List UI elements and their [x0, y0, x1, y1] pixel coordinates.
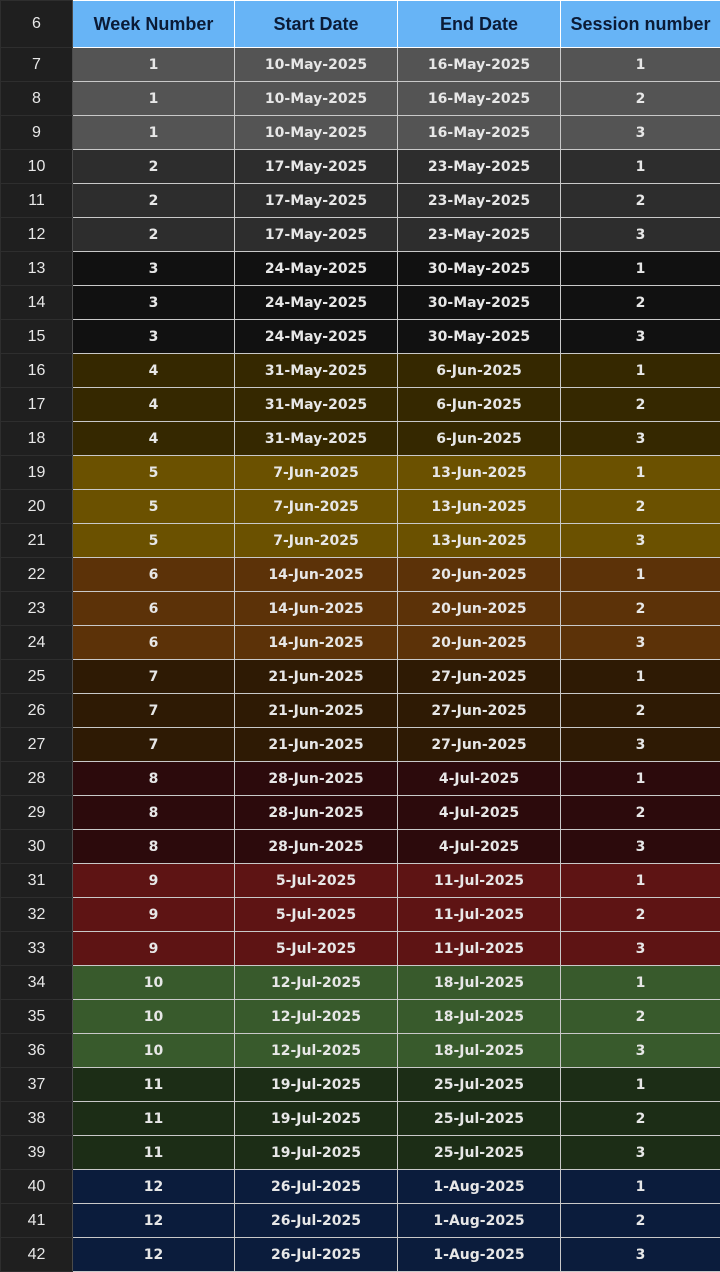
week-number-cell[interactable]: 10	[73, 1000, 235, 1034]
table-row	[1, 592, 720, 626]
session-number-cell[interactable]: 1	[561, 660, 720, 694]
table-row	[1, 830, 720, 864]
table-row	[1, 218, 720, 252]
end-date-cell[interactable]: 1-Aug-2025	[398, 1238, 561, 1272]
row-number[interactable]: 31	[1, 864, 73, 898]
start-date-cell[interactable]: 7-Jun-2025	[235, 456, 398, 490]
start-date-cell[interactable]: 28-Jun-2025	[235, 796, 398, 830]
end-date-cell[interactable]: 1-Aug-2025	[398, 1170, 561, 1204]
row-number[interactable]: 39	[1, 1136, 73, 1170]
end-date-cell[interactable]: 13-Jun-2025	[398, 490, 561, 524]
week-number-cell[interactable]: 1	[73, 48, 235, 82]
session-number-cell[interactable]: 2	[561, 490, 720, 524]
week-number-cell[interactable]: 3	[73, 252, 235, 286]
table-row	[1, 898, 720, 932]
start-date-cell[interactable]: 7-Jun-2025	[235, 490, 398, 524]
session-number-cell[interactable]: 1	[561, 354, 720, 388]
row-number[interactable]: 20	[1, 490, 73, 524]
session-number-cell[interactable]: 2	[561, 898, 720, 932]
start-date-cell[interactable]: 31-May-2025	[235, 354, 398, 388]
end-date-cell[interactable]: 25-Jul-2025	[398, 1136, 561, 1170]
start-date-cell[interactable]: 24-May-2025	[235, 252, 398, 286]
start-date-cell[interactable]: 21-Jun-2025	[235, 728, 398, 762]
start-date-cell[interactable]: 28-Jun-2025	[235, 762, 398, 796]
start-date-cell[interactable]: 10-May-2025	[235, 82, 398, 116]
session-number-cell[interactable]: 1	[561, 966, 720, 1000]
row-number[interactable]: 35	[1, 1000, 73, 1034]
end-date-cell[interactable]: 23-May-2025	[398, 218, 561, 252]
table-row	[1, 1000, 720, 1034]
row-number[interactable]: 18	[1, 422, 73, 456]
row-number[interactable]: 6	[1, 1, 73, 48]
start-date-cell[interactable]: 21-Jun-2025	[235, 694, 398, 728]
end-date-cell[interactable]: 25-Jul-2025	[398, 1068, 561, 1102]
end-date-cell[interactable]: 11-Jul-2025	[398, 898, 561, 932]
week-number-cell[interactable]: 4	[73, 422, 235, 456]
start-date-cell[interactable]: 5-Jul-2025	[235, 898, 398, 932]
start-date-cell[interactable]: 10-May-2025	[235, 48, 398, 82]
week-number-cell[interactable]: 3	[73, 286, 235, 320]
session-number-cell[interactable]: 3	[561, 218, 720, 252]
table-row	[1, 1136, 720, 1170]
end-date-cell[interactable]: 23-May-2025	[398, 150, 561, 184]
week-number-cell[interactable]: 12	[73, 1170, 235, 1204]
table-row	[1, 422, 720, 456]
start-date-cell[interactable]: 17-May-2025	[235, 150, 398, 184]
session-number-cell[interactable]: 3	[561, 830, 720, 864]
row-number[interactable]: 32	[1, 898, 73, 932]
week-number-cell[interactable]: 11	[73, 1136, 235, 1170]
table-row	[1, 762, 720, 796]
end-date-cell[interactable]: 6-Jun-2025	[398, 422, 561, 456]
start-date-cell[interactable]: 5-Jul-2025	[235, 864, 398, 898]
end-date-cell[interactable]: 13-Jun-2025	[398, 524, 561, 558]
end-date-cell[interactable]: 30-May-2025	[398, 252, 561, 286]
session-number-cell[interactable]: 2	[561, 286, 720, 320]
week-number-cell[interactable]: 12	[73, 1238, 235, 1272]
row-number[interactable]: 25	[1, 660, 73, 694]
table-row	[1, 252, 720, 286]
start-date-cell[interactable]: 19-Jul-2025	[235, 1068, 398, 1102]
session-number-cell[interactable]: 2	[561, 1000, 720, 1034]
row-number[interactable]: 27	[1, 728, 73, 762]
table-row	[1, 116, 720, 150]
end-date-cell[interactable]: 20-Jun-2025	[398, 626, 561, 660]
table-row	[1, 1034, 720, 1068]
start-date-cell[interactable]: 17-May-2025	[235, 218, 398, 252]
table-row	[1, 286, 720, 320]
week-number-cell[interactable]: 7	[73, 694, 235, 728]
session-number-cell[interactable]: 3	[561, 422, 720, 456]
row-number[interactable]: 24	[1, 626, 73, 660]
row-number[interactable]: 37	[1, 1068, 73, 1102]
start-date-cell[interactable]: 24-May-2025	[235, 320, 398, 354]
table-row	[1, 48, 720, 82]
session-number-cell[interactable]: 1	[561, 1068, 720, 1102]
week-number-cell[interactable]: 6	[73, 558, 235, 592]
row-number[interactable]: 23	[1, 592, 73, 626]
end-date-cell[interactable]: 23-May-2025	[398, 184, 561, 218]
session-number-cell[interactable]: 1	[561, 864, 720, 898]
end-date-cell[interactable]: 18-Jul-2025	[398, 966, 561, 1000]
start-date-cell[interactable]: 26-Jul-2025	[235, 1238, 398, 1272]
table-row	[1, 728, 720, 762]
column-header-session-number[interactable]: Session number	[561, 1, 720, 48]
row-number[interactable]: 8	[1, 82, 73, 116]
start-date-cell[interactable]: 19-Jul-2025	[235, 1136, 398, 1170]
table-row	[1, 966, 720, 1000]
row-number[interactable]: 22	[1, 558, 73, 592]
session-number-cell[interactable]: 1	[561, 456, 720, 490]
row-number[interactable]: 16	[1, 354, 73, 388]
session-number-cell[interactable]: 2	[561, 796, 720, 830]
week-number-cell[interactable]: 10	[73, 1034, 235, 1068]
week-number-cell[interactable]: 5	[73, 456, 235, 490]
week-number-cell[interactable]: 1	[73, 82, 235, 116]
row-number[interactable]: 26	[1, 694, 73, 728]
row-number[interactable]: 11	[1, 184, 73, 218]
week-number-cell[interactable]: 11	[73, 1068, 235, 1102]
start-date-cell[interactable]: 26-Jul-2025	[235, 1170, 398, 1204]
row-number[interactable]: 12	[1, 218, 73, 252]
table-row	[1, 864, 720, 898]
table-row	[1, 150, 720, 184]
start-date-cell[interactable]: 12-Jul-2025	[235, 966, 398, 1000]
week-number-cell[interactable]: 10	[73, 966, 235, 1000]
session-number-cell[interactable]: 3	[561, 1136, 720, 1170]
row-number[interactable]: 13	[1, 252, 73, 286]
end-date-cell[interactable]: 20-Jun-2025	[398, 558, 561, 592]
end-date-cell[interactable]: 13-Jun-2025	[398, 456, 561, 490]
week-number-cell[interactable]: 8	[73, 762, 235, 796]
row-number[interactable]: 30	[1, 830, 73, 864]
start-date-cell[interactable]: 24-May-2025	[235, 286, 398, 320]
row-number[interactable]: 36	[1, 1034, 73, 1068]
row-number[interactable]: 40	[1, 1170, 73, 1204]
start-date-cell[interactable]: 14-Jun-2025	[235, 626, 398, 660]
week-number-cell[interactable]: 9	[73, 864, 235, 898]
end-date-cell[interactable]: 25-Jul-2025	[398, 1102, 561, 1136]
end-date-cell[interactable]: 30-May-2025	[398, 320, 561, 354]
row-number[interactable]: 28	[1, 762, 73, 796]
session-number-cell[interactable]: 2	[561, 592, 720, 626]
session-number-cell[interactable]: 3	[561, 1034, 720, 1068]
week-number-cell[interactable]: 11	[73, 1102, 235, 1136]
table-row	[1, 320, 720, 354]
start-date-cell[interactable]: 12-Jul-2025	[235, 1000, 398, 1034]
row-number[interactable]: 15	[1, 320, 73, 354]
row-number[interactable]: 14	[1, 286, 73, 320]
end-date-cell[interactable]: 30-May-2025	[398, 286, 561, 320]
end-date-cell[interactable]: 11-Jul-2025	[398, 932, 561, 966]
session-number-cell[interactable]: 1	[561, 762, 720, 796]
start-date-cell[interactable]: 10-May-2025	[235, 116, 398, 150]
table-row	[1, 490, 720, 524]
table-row	[1, 1170, 720, 1204]
week-number-cell[interactable]: 6	[73, 592, 235, 626]
row-number[interactable]: 29	[1, 796, 73, 830]
session-number-cell[interactable]: 1	[561, 558, 720, 592]
week-number-cell[interactable]: 3	[73, 320, 235, 354]
row-number[interactable]: 41	[1, 1204, 73, 1238]
session-number-cell[interactable]: 1	[561, 1170, 720, 1204]
end-date-cell[interactable]: 18-Jul-2025	[398, 1034, 561, 1068]
week-number-cell[interactable]: 5	[73, 524, 235, 558]
end-date-cell[interactable]: 4-Jul-2025	[398, 762, 561, 796]
week-number-cell[interactable]: 7	[73, 728, 235, 762]
table-row	[1, 1102, 720, 1136]
row-number[interactable]: 33	[1, 932, 73, 966]
session-number-cell[interactable]: 1	[561, 150, 720, 184]
end-date-cell[interactable]: 16-May-2025	[398, 48, 561, 82]
end-date-cell[interactable]: 16-May-2025	[398, 82, 561, 116]
start-date-cell[interactable]: 14-Jun-2025	[235, 558, 398, 592]
end-date-cell[interactable]: 4-Jul-2025	[398, 830, 561, 864]
week-number-cell[interactable]: 5	[73, 490, 235, 524]
end-date-cell[interactable]: 27-Jun-2025	[398, 660, 561, 694]
row-number[interactable]: 9	[1, 116, 73, 150]
session-number-cell[interactable]: 2	[561, 694, 720, 728]
row-number[interactable]: 7	[1, 48, 73, 82]
week-number-cell[interactable]: 9	[73, 898, 235, 932]
row-number[interactable]: 34	[1, 966, 73, 1000]
week-number-cell[interactable]: 1	[73, 116, 235, 150]
end-date-cell[interactable]: 20-Jun-2025	[398, 592, 561, 626]
table-row	[1, 796, 720, 830]
start-date-cell[interactable]: 26-Jul-2025	[235, 1204, 398, 1238]
session-number-cell[interactable]: 1	[561, 252, 720, 286]
end-date-cell[interactable]: 18-Jul-2025	[398, 1000, 561, 1034]
start-date-cell[interactable]: 28-Jun-2025	[235, 830, 398, 864]
week-number-cell[interactable]: 4	[73, 354, 235, 388]
session-number-cell[interactable]: 1	[561, 48, 720, 82]
start-date-cell[interactable]: 12-Jul-2025	[235, 1034, 398, 1068]
week-number-cell[interactable]: 12	[73, 1204, 235, 1238]
session-number-cell[interactable]: 3	[561, 728, 720, 762]
table-row	[1, 932, 720, 966]
table-row	[1, 354, 720, 388]
end-date-cell[interactable]: 27-Jun-2025	[398, 728, 561, 762]
week-number-cell[interactable]: 2	[73, 150, 235, 184]
start-date-cell[interactable]: 7-Jun-2025	[235, 524, 398, 558]
week-number-cell[interactable]: 2	[73, 218, 235, 252]
session-number-cell[interactable]: 2	[561, 82, 720, 116]
table-row	[1, 694, 720, 728]
table-row	[1, 82, 720, 116]
table-row	[1, 1238, 720, 1272]
end-date-cell[interactable]: 6-Jun-2025	[398, 354, 561, 388]
session-number-cell[interactable]: 3	[561, 932, 720, 966]
week-number-cell[interactable]: 4	[73, 388, 235, 422]
table-row	[1, 558, 720, 592]
week-number-cell[interactable]: 7	[73, 660, 235, 694]
column-header-end-date[interactable]: End Date	[398, 1, 561, 48]
session-number-cell[interactable]: 2	[561, 1102, 720, 1136]
session-number-cell[interactable]: 3	[561, 1238, 720, 1272]
week-number-cell[interactable]: 8	[73, 830, 235, 864]
start-date-cell[interactable]: 5-Jul-2025	[235, 932, 398, 966]
end-date-cell[interactable]: 27-Jun-2025	[398, 694, 561, 728]
week-number-cell[interactable]: 9	[73, 932, 235, 966]
end-date-cell[interactable]: 11-Jul-2025	[398, 864, 561, 898]
session-number-cell[interactable]: 3	[561, 524, 720, 558]
session-number-cell[interactable]: 3	[561, 626, 720, 660]
session-number-cell[interactable]: 2	[561, 184, 720, 218]
start-date-cell[interactable]: 17-May-2025	[235, 184, 398, 218]
table-row	[1, 1204, 720, 1238]
start-date-cell[interactable]: 31-May-2025	[235, 422, 398, 456]
row-number[interactable]: 42	[1, 1238, 73, 1272]
session-number-cell[interactable]: 2	[561, 388, 720, 422]
table-row	[1, 660, 720, 694]
table-row	[1, 1068, 720, 1102]
row-number[interactable]: 17	[1, 388, 73, 422]
start-date-cell[interactable]: 19-Jul-2025	[235, 1102, 398, 1136]
week-number-cell[interactable]: 2	[73, 184, 235, 218]
end-date-cell[interactable]: 4-Jul-2025	[398, 796, 561, 830]
session-number-cell[interactable]: 2	[561, 1204, 720, 1238]
table-body	[1, 48, 720, 1272]
row-number[interactable]: 19	[1, 456, 73, 490]
header-row	[1, 1, 720, 48]
table-row	[1, 184, 720, 218]
column-header-start-date[interactable]: Start Date	[235, 1, 398, 48]
start-date-cell[interactable]: 21-Jun-2025	[235, 660, 398, 694]
session-number-cell[interactable]: 3	[561, 320, 720, 354]
table-row	[1, 524, 720, 558]
row-number[interactable]: 38	[1, 1102, 73, 1136]
row-number[interactable]: 21	[1, 524, 73, 558]
table-row	[1, 388, 720, 422]
session-number-cell[interactable]: 3	[561, 116, 720, 150]
table-row	[1, 456, 720, 490]
end-date-cell[interactable]: 1-Aug-2025	[398, 1204, 561, 1238]
end-date-cell[interactable]: 16-May-2025	[398, 116, 561, 150]
row-number[interactable]: 10	[1, 150, 73, 184]
start-date-cell[interactable]: 31-May-2025	[235, 388, 398, 422]
table-row	[1, 626, 720, 660]
start-date-cell[interactable]: 14-Jun-2025	[235, 592, 398, 626]
week-number-cell[interactable]: 6	[73, 626, 235, 660]
week-number-cell[interactable]: 8	[73, 796, 235, 830]
column-header-week-number[interactable]: Week Number	[73, 1, 235, 48]
end-date-cell[interactable]: 6-Jun-2025	[398, 388, 561, 422]
